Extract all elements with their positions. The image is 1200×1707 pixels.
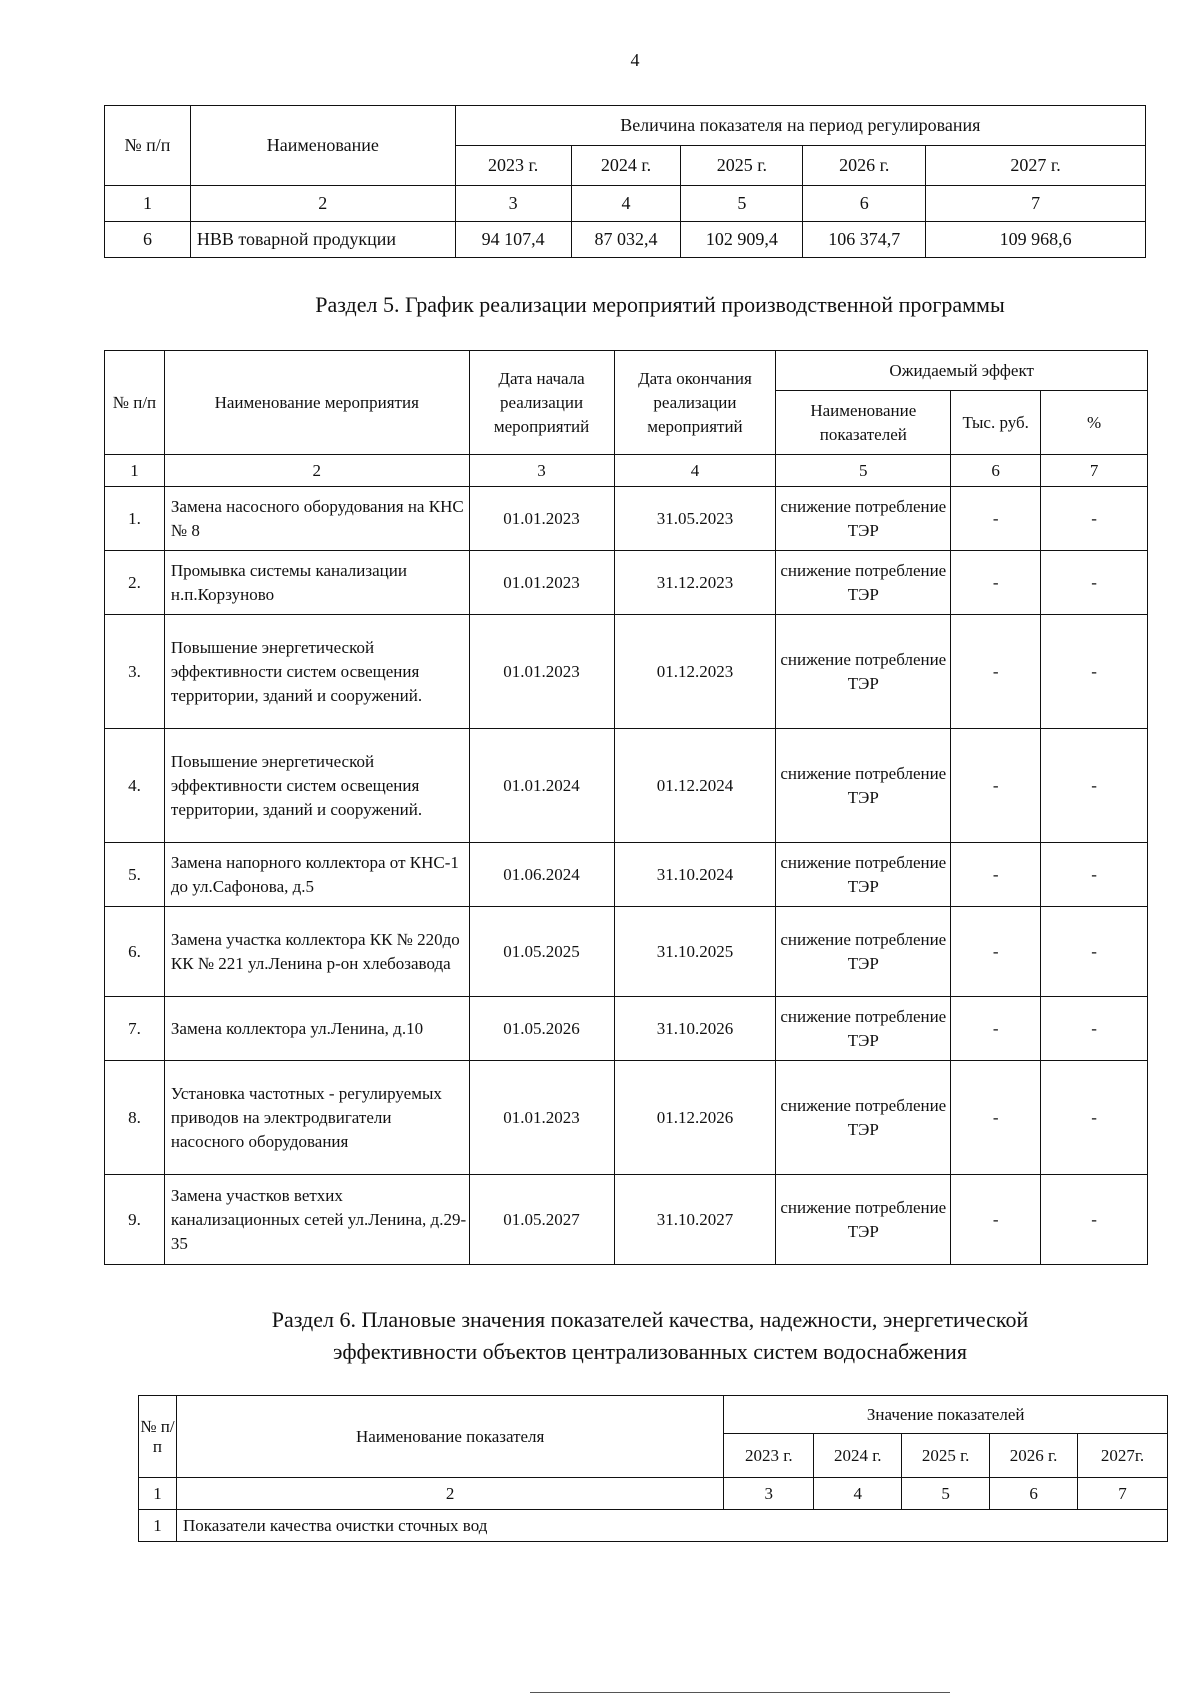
row-effect: снижение потребление ТЭР	[776, 907, 951, 997]
row-effect: снижение потребление ТЭР	[776, 1175, 951, 1265]
index-cell: 6	[951, 455, 1041, 487]
row-end: 31.10.2024	[614, 843, 776, 907]
index-cell: 7	[1078, 1478, 1168, 1510]
index-cell: 3	[469, 455, 614, 487]
index-cell: 5	[681, 186, 803, 222]
quality-indicators-table	[138, 1395, 1168, 1542]
table-row	[105, 551, 1148, 615]
header-year: 2026 г.	[803, 146, 926, 186]
row-start: 01.06.2024	[469, 843, 614, 907]
row-num: 8.	[105, 1061, 165, 1175]
row-num: 1.	[105, 487, 165, 551]
header-start: Дата начала реализации мероприятий	[469, 351, 614, 455]
header-num: № п/п	[105, 106, 191, 186]
header-end: Дата окончания реализации мероприятий	[614, 351, 776, 455]
row-effect: снижение потребление ТЭР	[776, 843, 951, 907]
row-effect: снижение потребление ТЭР	[776, 997, 951, 1061]
row-num: 6.	[105, 907, 165, 997]
row-pct: -	[1041, 1061, 1148, 1175]
row-name: Замена насосного оборудования на КНС № 8	[164, 487, 469, 551]
row-effect: снижение потребление ТЭР	[776, 551, 951, 615]
index-cell: 6	[990, 1478, 1078, 1510]
section6-title-line1: Раздел 6. Плановые значения показателей качества, надежности, энергетической	[271, 1307, 1029, 1332]
row-end: 31.12.2023	[614, 551, 776, 615]
table-row	[105, 997, 1148, 1061]
index-cell: 2	[164, 455, 469, 487]
header-year: 2025 г.	[681, 146, 803, 186]
index-cell: 5	[902, 1478, 990, 1510]
row-name: Замена коллектора ул.Ленина, д.10	[164, 997, 469, 1061]
header-num: № п/п	[105, 351, 165, 455]
row-rub: -	[951, 551, 1041, 615]
index-cell: 4	[814, 1478, 902, 1510]
table-row	[105, 487, 1148, 551]
regulation-values-table	[104, 105, 1146, 258]
row-name: Замена участков ветхих канализационных сетей ул.Ленина, д.29-35	[164, 1175, 469, 1265]
index-cell: 6	[803, 186, 926, 222]
section5-title: Раздел 5. График реализации мероприятий производственной программы	[315, 292, 1005, 317]
header-effect-rub: Тыс. руб.	[951, 391, 1041, 455]
header-year: 2025 г.	[902, 1434, 990, 1478]
page-number: 4	[630, 50, 640, 70]
row-pct: -	[1041, 487, 1148, 551]
index-row	[139, 1478, 1168, 1510]
row-start: 01.01.2024	[469, 729, 614, 843]
row-end: 01.12.2024	[614, 729, 776, 843]
section6-title-line2: эффективности объектов централизованных систем водоснабжения	[333, 1339, 967, 1364]
index-cell: 4	[571, 186, 681, 222]
index-row	[105, 455, 1148, 487]
row-num: 7.	[105, 997, 165, 1061]
table-row	[105, 222, 1146, 258]
row-rub: -	[951, 843, 1041, 907]
bottom-divider	[530, 1692, 950, 1693]
index-cell: 1	[139, 1478, 177, 1510]
row-effect: снижение потребление ТЭР	[776, 729, 951, 843]
header-year: 2023 г.	[724, 1434, 814, 1478]
row-name: Замена участка коллектора КК № 220до КК № 221 ул.Ленина р-он хлебозавода	[164, 907, 469, 997]
row-pct: -	[1041, 551, 1148, 615]
row-start: 01.05.2027	[469, 1175, 614, 1265]
table-row	[139, 1510, 1168, 1542]
row-start: 01.01.2023	[469, 615, 614, 729]
header-period: Величина показателя на период регулирования	[455, 106, 1145, 146]
row-num: 9.	[105, 1175, 165, 1265]
row-end: 01.12.2026	[614, 1061, 776, 1175]
row-pct: -	[1041, 615, 1148, 729]
index-cell: 1	[105, 186, 191, 222]
row-num: 2.	[105, 551, 165, 615]
row-effect: снижение потребление ТЭР	[776, 615, 951, 729]
index-cell: 7	[1041, 455, 1148, 487]
row-start: 01.01.2023	[469, 1061, 614, 1175]
row-value: 109 968,6	[926, 222, 1146, 258]
header-num: № п/ п	[139, 1396, 177, 1478]
row-end: 31.10.2025	[614, 907, 776, 997]
row-value: 106 374,7	[803, 222, 926, 258]
table-row	[105, 1061, 1148, 1175]
table-row	[105, 907, 1148, 997]
index-cell: 2	[176, 1478, 723, 1510]
row-end: 31.10.2027	[614, 1175, 776, 1265]
row-name: Установка частотных - регулируемых приводов на электродвигатели насосного оборудования	[164, 1061, 469, 1175]
row-name: НВВ товарной продукции	[190, 222, 455, 258]
row-num: 1	[139, 1510, 177, 1542]
row-start: 01.01.2023	[469, 487, 614, 551]
row-pct: -	[1041, 843, 1148, 907]
row-rub: -	[951, 907, 1041, 997]
row-pct: -	[1041, 907, 1148, 997]
row-rub: -	[951, 615, 1041, 729]
index-row	[105, 186, 1146, 222]
table-row	[105, 1175, 1148, 1265]
index-cell: 2	[190, 186, 455, 222]
header-name: Наименование мероприятия	[164, 351, 469, 455]
row-effect: снижение потребление ТЭР	[776, 487, 951, 551]
index-cell: 4	[614, 455, 776, 487]
header-year: 2027г.	[1078, 1434, 1168, 1478]
header-values: Значение показателей	[724, 1396, 1168, 1434]
header-name: Наименование показателя	[176, 1396, 723, 1478]
header-effect-name: Наименование показателей	[776, 391, 951, 455]
table-row	[105, 615, 1148, 729]
index-cell: 1	[105, 455, 165, 487]
row-rub: -	[951, 1175, 1041, 1265]
measures-schedule-table	[104, 350, 1148, 1265]
row-num: 6	[105, 222, 191, 258]
row-value: 102 909,4	[681, 222, 803, 258]
row-value: 87 032,4	[571, 222, 681, 258]
row-rub: -	[951, 997, 1041, 1061]
index-cell: 5	[776, 455, 951, 487]
row-num: 4.	[105, 729, 165, 843]
header-year: 2024 г.	[571, 146, 681, 186]
index-cell: 3	[455, 186, 571, 222]
row-pct: -	[1041, 729, 1148, 843]
table-row	[105, 843, 1148, 907]
row-end: 01.12.2023	[614, 615, 776, 729]
row-start: 01.01.2023	[469, 551, 614, 615]
row-rub: -	[951, 729, 1041, 843]
header-effect-pct: %	[1041, 391, 1148, 455]
row-start: 01.05.2026	[469, 997, 614, 1061]
index-cell: 3	[724, 1478, 814, 1510]
row-name: Промывка системы канализации н.п.Корзуново	[164, 551, 469, 615]
row-name: Повышение энергетической эффективности систем освещения территории, зданий и сооружений.	[164, 729, 469, 843]
header-effect: Ожидаемый эффект	[776, 351, 1148, 391]
header-name: Наименование	[190, 106, 455, 186]
row-start: 01.05.2025	[469, 907, 614, 997]
row-value: 94 107,4	[455, 222, 571, 258]
row-end: 31.10.2026	[614, 997, 776, 1061]
header-year: 2023 г.	[455, 146, 571, 186]
row-name: Замена напорного коллектора от КНС-1 до ул.Сафонова, д.5	[164, 843, 469, 907]
header-year: 2024 г.	[814, 1434, 902, 1478]
header-year: 2026 г.	[990, 1434, 1078, 1478]
row-rub: -	[951, 1061, 1041, 1175]
index-cell: 7	[926, 186, 1146, 222]
row-effect: снижение потребление ТЭР	[776, 1061, 951, 1175]
row-pct: -	[1041, 1175, 1148, 1265]
header-year: 2027 г.	[926, 146, 1146, 186]
row-name: Повышение энергетической эффективности систем освещения территории, зданий и сооружений.	[164, 615, 469, 729]
table-row	[105, 729, 1148, 843]
row-num: 5.	[105, 843, 165, 907]
row-num: 3.	[105, 615, 165, 729]
row-end: 31.05.2023	[614, 487, 776, 551]
row-name: Показатели качества очистки сточных вод	[176, 1510, 1167, 1542]
row-rub: -	[951, 487, 1041, 551]
row-pct: -	[1041, 997, 1148, 1061]
